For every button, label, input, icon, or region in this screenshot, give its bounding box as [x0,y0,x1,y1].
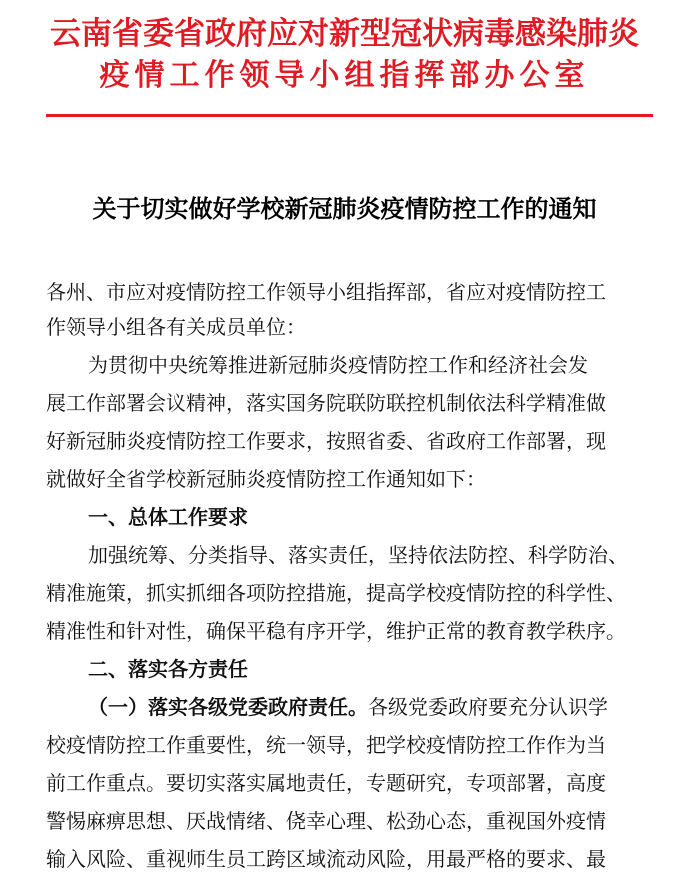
paragraph-line: 精准施策，抓实抓细各项防控措施，提高学校疫情防控的科学性、 [46,581,626,605]
paragraph-line: 展工作部署会议精神，落实国务院联防联控机制依法科学精准做 [46,391,606,415]
issuer-header-line-1: 云南省委省政府应对新型冠状病毒感染肺炎 [50,16,639,52]
paragraph-line: 警惕麻痹思想、厌战情绪、侥幸心理、松劲心态，重视国外疫情 [46,809,606,833]
paragraph-line: 就做好全省学校新冠肺炎疫情防控工作通知如下： [46,467,486,491]
paragraph-line [88,693,608,721]
paragraph-line: 好新冠肺炎疫情防控工作要求，按照省委、省政府工作部署，现 [46,429,606,453]
paragraph-line: 精准性和针对性，确保平稳有序开学，维护正常的教育教学秩序。 [46,619,626,643]
paragraph-line: 校疫情防控工作重要性，统一领导，把学校疫情防控工作作为当 [46,733,606,757]
salutation-line: 各州、市应对疫情防控工作领导小组指挥部，省应对疫情防控工 [46,280,606,304]
salutation-line: 作领导小组各有关成员单位： [46,315,306,339]
document-title: 关于切实做好学校新冠肺炎疫情防控工作的通知 [92,195,597,223]
paragraph-line: 加强统筹、分类指导、落实责任，坚持依法防控、科学防治、 [88,543,628,567]
issuer-header-line-2: 疫情工作领导小组指挥部办公室 [99,58,590,93]
paragraph-line: 输入风险、重视师生员工跨区域流动风险，用最严格的要求、最 [46,847,606,871]
paragraph-text: 各级党委政府要充分认识学 [368,695,608,719]
section-heading: 一、总体工作要求 [88,505,248,529]
section-heading: 二、落实各方责任 [88,657,248,681]
paragraph-line: 前工作重点。要切实落实属地责任，专题研究，专项部署，高度 [46,771,606,795]
header-red-rule [46,114,653,117]
paragraph-line: 为贯彻中央统筹推进新冠肺炎疫情防控工作和经济社会发 [88,353,588,377]
subsection-heading: （一）落实各级党委政府责任。 [88,695,368,719]
